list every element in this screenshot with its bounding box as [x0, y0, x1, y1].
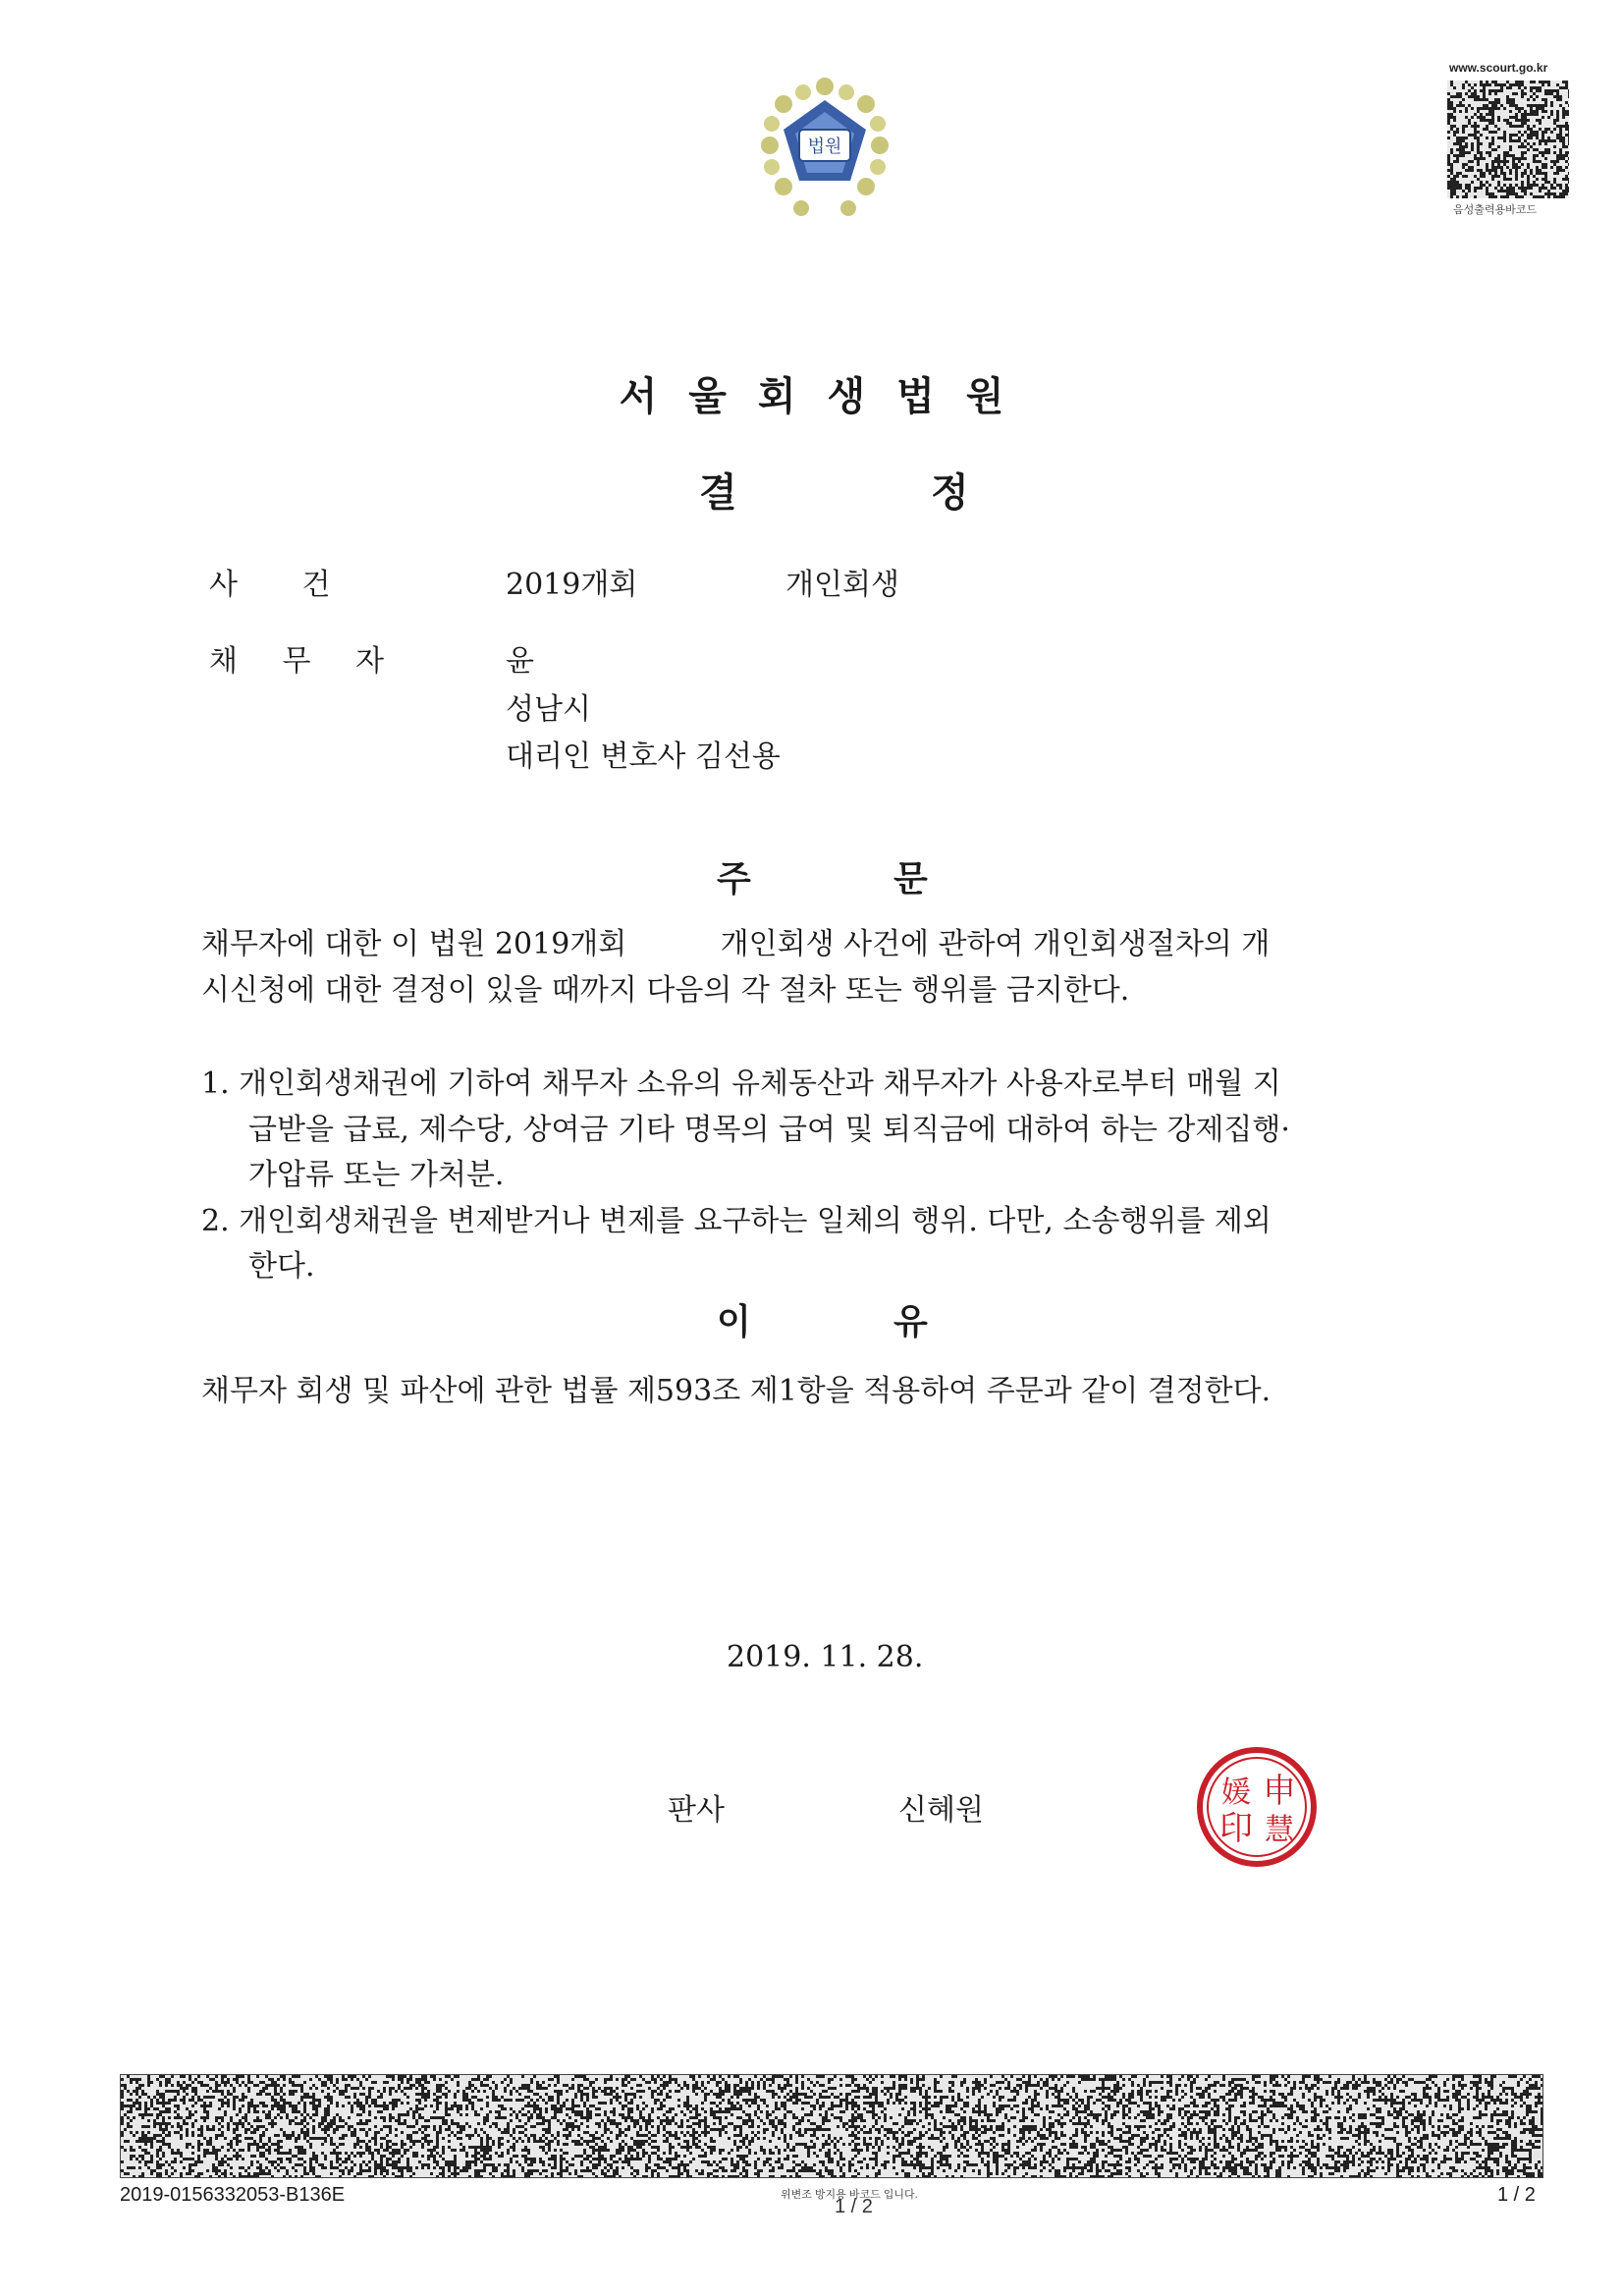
decision-date: 2019. 11. 28. [727, 1640, 924, 1674]
order-item-1-line-3: 가압류 또는 가처분. [248, 1158, 505, 1192]
barcode-note: 위변조 방지용 바코드 입니다. [781, 2189, 918, 2201]
document-id: 2019-0156332053-B136E [120, 2184, 346, 2206]
qr-caption: 음성출력용바코드 [1453, 204, 1538, 216]
anti-forgery-barcode [120, 2074, 1543, 2178]
order-intro-line-2: 시신청에 대한 결정이 있을 때까지 다음의 각 절차 또는 행위를 금지한다. [201, 973, 1130, 1008]
reason-heading-char-2: 유 [893, 1302, 928, 1342]
order-item-2-line-2: 한다. [248, 1249, 315, 1284]
order-item-1-line-1: 1. 개인회생채권에 기하여 채무자 소유의 유체동산과 채무자가 사용자로부터 매월 지 [201, 1066, 1281, 1101]
doc-title-char-2: 정 [931, 470, 969, 516]
order-item-1-line-2: 급받을 급료, 제수당, 상여금 기타 명목의 급여 및 퇴직금에 대하여 하는 강제집행· [248, 1113, 1290, 1147]
page-number-center: 1 / 2 [835, 2196, 873, 2217]
order-heading-char-1: 주 [717, 859, 751, 900]
case-type: 개인회생 [785, 568, 899, 602]
page-number-right: 1 / 2 [1497, 2184, 1536, 2206]
svg-text:媛: 媛 [1221, 1776, 1251, 1810]
debtor-name: 윤 [506, 644, 534, 679]
court-emblem-logo [756, 71, 893, 228]
svg-text:申: 申 [1263, 1772, 1296, 1811]
reason-heading-char-1: 이 [717, 1302, 751, 1342]
case-label: 사 건 [209, 568, 331, 602]
emblem-label: 법원 [807, 137, 842, 157]
judge-title: 판사 [668, 1793, 725, 1828]
svg-text:慧: 慧 [1265, 1813, 1294, 1847]
qr-url: www.scourt.go.kr [1449, 61, 1548, 75]
debtor-agent: 대리인 변호사 김선용 [506, 739, 781, 774]
judge-name: 신혜원 [898, 1793, 984, 1828]
debtor-address: 성남시 [506, 692, 591, 727]
order-item-2-line-1: 2. 개인회생채권을 변제받거나 변제를 요구하는 일체의 행위. 다만, 소송행위를 제외 [201, 1204, 1271, 1238]
order-intro-line-1: 채무자에 대한 이 법원 2019개회 개인회생 사건에 관하여 개인회생절차의 개 [201, 927, 1271, 961]
reason-text: 채무자 회생 및 파산에 관한 법률 제593조 제1항을 적용하여 주문과 같이 결정한다. [201, 1374, 1271, 1408]
judge-seal-stamp [1193, 1743, 1321, 1871]
court-name: 서울회생법원 [619, 374, 1036, 419]
svg-text:印: 印 [1219, 1809, 1253, 1848]
doc-title-char-1: 결 [699, 470, 737, 516]
case-number: 2019개회 [506, 568, 638, 602]
order-heading-char-2: 문 [893, 859, 928, 900]
debtor-label: 채 무 자 [209, 644, 385, 679]
voice-output-qr-code [1447, 81, 1569, 198]
